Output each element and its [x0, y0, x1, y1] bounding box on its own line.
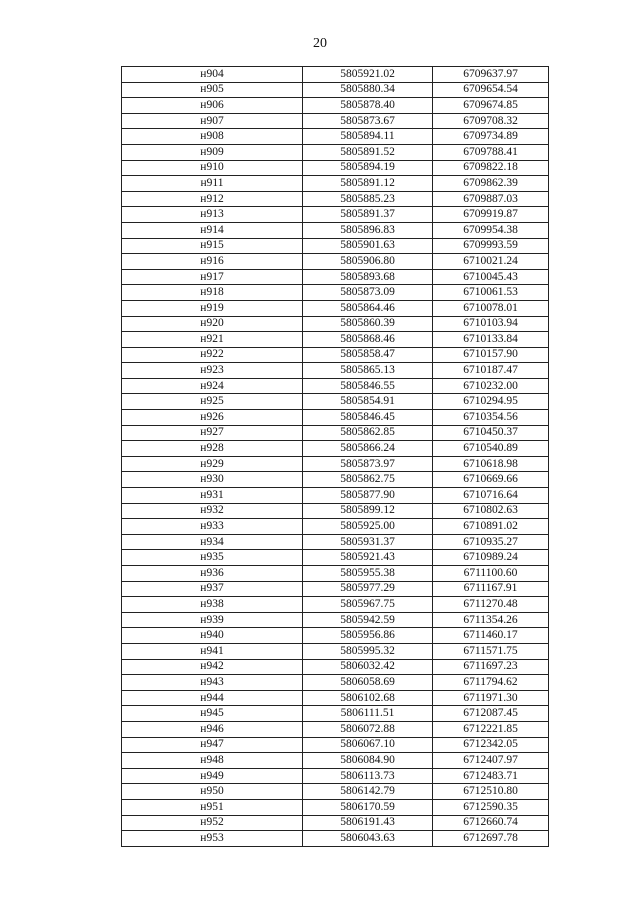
x-coordinate-cell: 5805942.59 [303, 612, 433, 628]
x-coordinate-cell: 5805873.67 [303, 113, 433, 129]
x-coordinate-cell: 5805846.45 [303, 410, 433, 426]
table-row [122, 643, 549, 659]
table-row [122, 378, 549, 394]
table-row [122, 300, 549, 316]
y-coordinate-cell: 6711354.26 [433, 612, 549, 628]
y-coordinate-cell: 6712342.05 [433, 737, 549, 753]
x-coordinate-cell: 5805860.39 [303, 316, 433, 332]
x-coordinate-cell: 5805921.43 [303, 550, 433, 566]
point-id-cell: н937 [122, 581, 303, 597]
table-row [122, 441, 549, 457]
y-coordinate-cell: 6709862.39 [433, 176, 549, 192]
x-coordinate-cell: 5805877.90 [303, 488, 433, 504]
y-coordinate-cell: 6709788.41 [433, 144, 549, 160]
y-coordinate-cell: 6711697.23 [433, 659, 549, 675]
table-row [122, 472, 549, 488]
table-row [122, 519, 549, 535]
table-row [122, 784, 549, 800]
point-id-cell: н906 [122, 98, 303, 114]
point-id-cell: н936 [122, 566, 303, 582]
y-coordinate-cell: 6709654.54 [433, 82, 549, 98]
y-coordinate-cell: 6709674.85 [433, 98, 549, 114]
y-coordinate-cell: 6709734.89 [433, 129, 549, 145]
table-row [122, 129, 549, 145]
x-coordinate-cell: 5805858.47 [303, 347, 433, 363]
point-id-cell: н921 [122, 332, 303, 348]
y-coordinate-cell: 6709822.18 [433, 160, 549, 176]
table-row [122, 82, 549, 98]
x-coordinate-cell: 5805925.00 [303, 519, 433, 535]
table-row [122, 207, 549, 223]
y-coordinate-cell: 6709708.32 [433, 113, 549, 129]
point-id-cell: н934 [122, 534, 303, 550]
point-id-cell: н933 [122, 519, 303, 535]
point-id-cell: н941 [122, 643, 303, 659]
point-id-cell: н951 [122, 799, 303, 815]
y-coordinate-cell: 6710989.24 [433, 550, 549, 566]
point-id-cell: н907 [122, 113, 303, 129]
y-coordinate-cell: 6711270.48 [433, 597, 549, 613]
table-row [122, 815, 549, 831]
point-id-cell: н925 [122, 394, 303, 410]
point-id-cell: н947 [122, 737, 303, 753]
x-coordinate-cell: 5805896.83 [303, 222, 433, 238]
table-row [122, 690, 549, 706]
table-row [122, 332, 549, 348]
page-number: 20 [313, 36, 327, 51]
y-coordinate-cell: 6712221.85 [433, 721, 549, 737]
x-coordinate-cell: 5806113.73 [303, 768, 433, 784]
x-coordinate-cell: 5805862.75 [303, 472, 433, 488]
point-id-cell: н918 [122, 285, 303, 301]
table-row [122, 191, 549, 207]
table-row [122, 737, 549, 753]
x-coordinate-cell: 5806102.68 [303, 690, 433, 706]
y-coordinate-cell: 6712510.80 [433, 784, 549, 800]
x-coordinate-cell: 5805864.46 [303, 300, 433, 316]
x-coordinate-cell: 5805891.37 [303, 207, 433, 223]
y-coordinate-cell: 6712590.35 [433, 799, 549, 815]
x-coordinate-cell: 5806043.63 [303, 831, 433, 847]
point-id-cell: н916 [122, 254, 303, 270]
table-row [122, 316, 549, 332]
table-row [122, 363, 549, 379]
point-id-cell: н939 [122, 612, 303, 628]
y-coordinate-cell: 6712660.74 [433, 815, 549, 831]
point-id-cell: н910 [122, 160, 303, 176]
table-row [122, 721, 549, 737]
x-coordinate-cell: 5806111.51 [303, 706, 433, 722]
point-id-cell: н953 [122, 831, 303, 847]
x-coordinate-cell: 5805865.13 [303, 363, 433, 379]
table-row [122, 67, 549, 83]
table-row [122, 222, 549, 238]
x-coordinate-cell: 5805893.68 [303, 269, 433, 285]
point-id-cell: н927 [122, 425, 303, 441]
y-coordinate-cell: 6710450.37 [433, 425, 549, 441]
table-row [122, 597, 549, 613]
y-coordinate-cell: 6710618.98 [433, 456, 549, 472]
x-coordinate-cell: 5805873.09 [303, 285, 433, 301]
table-row [122, 238, 549, 254]
table-row [122, 113, 549, 129]
point-id-cell: н945 [122, 706, 303, 722]
x-coordinate-cell: 5806191.43 [303, 815, 433, 831]
table-row [122, 612, 549, 628]
point-id-cell: н946 [122, 721, 303, 737]
y-coordinate-cell: 6709887.03 [433, 191, 549, 207]
table-row [122, 628, 549, 644]
x-coordinate-cell: 5805885.23 [303, 191, 433, 207]
point-id-cell: н926 [122, 410, 303, 426]
y-coordinate-cell: 6710232.00 [433, 378, 549, 394]
table-row [122, 659, 549, 675]
x-coordinate-cell: 5806067.10 [303, 737, 433, 753]
x-coordinate-cell: 5805931.37 [303, 534, 433, 550]
point-id-cell: н929 [122, 456, 303, 472]
y-coordinate-cell: 6709637.97 [433, 67, 549, 83]
table-row [122, 98, 549, 114]
point-id-cell: н905 [122, 82, 303, 98]
point-id-cell: н943 [122, 675, 303, 691]
point-id-cell: н924 [122, 378, 303, 394]
x-coordinate-cell: 5806142.79 [303, 784, 433, 800]
table-row [122, 768, 549, 784]
y-coordinate-cell: 6710103.94 [433, 316, 549, 332]
table-row [122, 550, 549, 566]
y-coordinate-cell: 6710045.43 [433, 269, 549, 285]
y-coordinate-cell: 6710891.02 [433, 519, 549, 535]
point-id-cell: н948 [122, 753, 303, 769]
y-coordinate-cell: 6710716.64 [433, 488, 549, 504]
x-coordinate-cell: 5805866.24 [303, 441, 433, 457]
y-coordinate-cell: 6710540.89 [433, 441, 549, 457]
point-id-cell: н952 [122, 815, 303, 831]
point-id-cell: н919 [122, 300, 303, 316]
point-id-cell: н938 [122, 597, 303, 613]
point-id-cell: н920 [122, 316, 303, 332]
point-id-cell: н944 [122, 690, 303, 706]
table-row [122, 410, 549, 426]
y-coordinate-cell: 6711571.75 [433, 643, 549, 659]
y-coordinate-cell: 6712483.71 [433, 768, 549, 784]
y-coordinate-cell: 6710669.66 [433, 472, 549, 488]
y-coordinate-cell: 6711167.91 [433, 581, 549, 597]
x-coordinate-cell: 5805854.91 [303, 394, 433, 410]
x-coordinate-cell: 5805862.85 [303, 425, 433, 441]
x-coordinate-cell: 5805921.02 [303, 67, 433, 83]
point-id-cell: н914 [122, 222, 303, 238]
table-row [122, 456, 549, 472]
point-id-cell: н908 [122, 129, 303, 145]
x-coordinate-cell: 5805956.86 [303, 628, 433, 644]
y-coordinate-cell: 6710157.90 [433, 347, 549, 363]
table-row [122, 160, 549, 176]
point-id-cell: н912 [122, 191, 303, 207]
y-coordinate-cell: 6712087.45 [433, 706, 549, 722]
point-id-cell: н904 [122, 67, 303, 83]
y-coordinate-cell: 6710935.27 [433, 534, 549, 550]
point-id-cell: н913 [122, 207, 303, 223]
x-coordinate-cell: 5805977.29 [303, 581, 433, 597]
table-row [122, 269, 549, 285]
x-coordinate-cell: 5806084.90 [303, 753, 433, 769]
point-id-cell: н923 [122, 363, 303, 379]
x-coordinate-cell: 5805894.19 [303, 160, 433, 176]
point-id-cell: н917 [122, 269, 303, 285]
table-row [122, 706, 549, 722]
point-id-cell: н931 [122, 488, 303, 504]
table-row [122, 144, 549, 160]
coordinates-table-body [122, 67, 549, 847]
y-coordinate-cell: 6710354.56 [433, 410, 549, 426]
table-row [122, 176, 549, 192]
y-coordinate-cell: 6712697.78 [433, 831, 549, 847]
y-coordinate-cell: 6710061.53 [433, 285, 549, 301]
table-row [122, 394, 549, 410]
y-coordinate-cell: 6711794.62 [433, 675, 549, 691]
y-coordinate-cell: 6711971.30 [433, 690, 549, 706]
table-row [122, 254, 549, 270]
x-coordinate-cell: 5805901.63 [303, 238, 433, 254]
x-coordinate-cell: 5805967.75 [303, 597, 433, 613]
table-row [122, 534, 549, 550]
x-coordinate-cell: 5806072.88 [303, 721, 433, 737]
table-row [122, 347, 549, 363]
point-id-cell: н928 [122, 441, 303, 457]
point-id-cell: н922 [122, 347, 303, 363]
x-coordinate-cell: 5806032.42 [303, 659, 433, 675]
x-coordinate-cell: 5805995.32 [303, 643, 433, 659]
y-coordinate-cell: 6710078.01 [433, 300, 549, 316]
point-id-cell: н950 [122, 784, 303, 800]
point-id-cell: н915 [122, 238, 303, 254]
x-coordinate-cell: 5805955.38 [303, 566, 433, 582]
x-coordinate-cell: 5806058.69 [303, 675, 433, 691]
y-coordinate-cell: 6712407.97 [433, 753, 549, 769]
table-row [122, 503, 549, 519]
table-row [122, 675, 549, 691]
y-coordinate-cell: 6711460.17 [433, 628, 549, 644]
point-id-cell: н930 [122, 472, 303, 488]
point-id-cell: н949 [122, 768, 303, 784]
x-coordinate-cell: 5805906.80 [303, 254, 433, 270]
x-coordinate-cell: 5805846.55 [303, 378, 433, 394]
table-row [122, 753, 549, 769]
x-coordinate-cell: 5805873.97 [303, 456, 433, 472]
coordinates-table [121, 66, 549, 847]
point-id-cell: н942 [122, 659, 303, 675]
table-row [122, 425, 549, 441]
point-id-cell: н909 [122, 144, 303, 160]
table-row [122, 799, 549, 815]
x-coordinate-cell: 5805899.12 [303, 503, 433, 519]
y-coordinate-cell: 6710802.63 [433, 503, 549, 519]
table-row [122, 831, 549, 847]
x-coordinate-cell: 5805878.40 [303, 98, 433, 114]
table-row [122, 488, 549, 504]
table-row [122, 566, 549, 582]
point-id-cell: н911 [122, 176, 303, 192]
y-coordinate-cell: 6709919.87 [433, 207, 549, 223]
table-row [122, 581, 549, 597]
point-id-cell: н935 [122, 550, 303, 566]
x-coordinate-cell: 5805891.12 [303, 176, 433, 192]
x-coordinate-cell: 5805868.46 [303, 332, 433, 348]
y-coordinate-cell: 6711100.60 [433, 566, 549, 582]
y-coordinate-cell: 6710187.47 [433, 363, 549, 379]
y-coordinate-cell: 6710021.24 [433, 254, 549, 270]
y-coordinate-cell: 6709954.38 [433, 222, 549, 238]
point-id-cell: н940 [122, 628, 303, 644]
x-coordinate-cell: 5805880.34 [303, 82, 433, 98]
y-coordinate-cell: 6710294.95 [433, 394, 549, 410]
x-coordinate-cell: 5805894.11 [303, 129, 433, 145]
table-row [122, 285, 549, 301]
y-coordinate-cell: 6710133.84 [433, 332, 549, 348]
x-coordinate-cell: 5806170.59 [303, 799, 433, 815]
point-id-cell: н932 [122, 503, 303, 519]
x-coordinate-cell: 5805891.52 [303, 144, 433, 160]
y-coordinate-cell: 6709993.59 [433, 238, 549, 254]
